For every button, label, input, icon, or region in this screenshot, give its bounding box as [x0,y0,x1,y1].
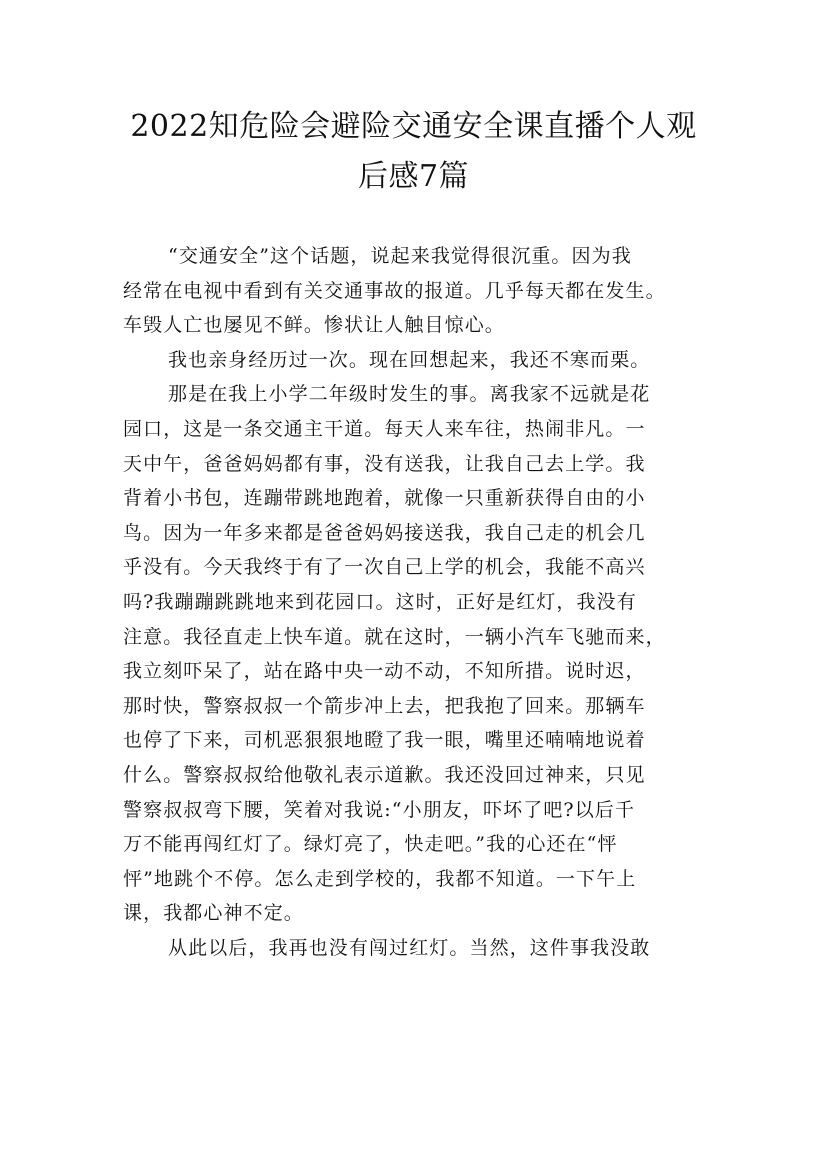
title-line-1: 2022知危险会避险交通安全课直播个人观 [130,109,697,144]
body-text-line: 背着小书包，连蹦带跳地跑着，就像一只重新获得自由的小 [123,487,646,510]
document-body [123,239,713,965]
body-text-line: 鸟。因为一年多来都是爸爸妈妈接送我，我自己走的机会几 [123,521,646,544]
body-text-line: 怦”地跳个不停。怎么走到学校的，我都不知道。一下午上 [123,867,637,890]
body-text-line: 那时快，警察叔叔一个箭步冲上去，把我抱了回来。那辆车 [123,694,646,717]
body-text-line: 也停了下来，司机恶狠狠地瞪了我一眼，嘴里还喃喃地说着 [123,729,646,752]
body-text-line: 乎没有。今天我终于有了一次自己上学的机会，我能不高兴 [123,556,646,579]
body-text-line: 注意。我径直走上快车道。就在这时，一辆小汽车飞驰而来， [123,625,666,648]
body-text-line: 吗?我蹦蹦跳跳地来到花园口。这时，正好是红灯，我没有 [123,590,637,613]
body-text-line: 天中午，爸爸妈妈都有事，没有送我，让我自己去上学。我 [123,452,646,475]
body-text-line: 什么。警察叔叔给他敬礼表示道歉。我还没回过神来，只见 [123,763,646,786]
body-text-line: 万不能再闯红灯了。绿灯亮了，快走吧。”我的心还在“怦 [123,833,618,856]
body-text-line: 警察叔叔弯下腰，笑着对我说:“小朋友，吓坏了吧?以后千 [123,798,636,821]
body-text-line: 车毁人亡也屡见不鲜。惨状让人触目惊心。 [123,314,505,337]
body-text-line: 我也亲身经历过一次。现在回想起来，我还不寒而栗。 [168,348,651,371]
body-text-line: 从此以后，我再也没有闯过红灯。当然，这件事我没敢 [168,936,651,959]
body-text-line: 课，我都心神不定。 [123,902,304,925]
body-text-line: 园口，这是一条交通主干道。每天人来车往，热闹非凡。一 [123,417,646,440]
title-line-2: 后感7篇 [357,159,470,194]
body-text-line: “交通安全”这个话题，说起来我觉得很沉重。因为我 [168,245,632,267]
body-text-line: 我立刻吓呆了，站在路中央一动不动，不知所措。说时迟， [123,660,646,683]
body-text-line: 那是在我上小学二年级时发生的事。离我家不远就是花 [168,383,651,406]
document-title [100,102,727,202]
body-text-line: 经常在电视中看到有关交通事故的报道。几乎每天都在发生。 [123,279,666,302]
